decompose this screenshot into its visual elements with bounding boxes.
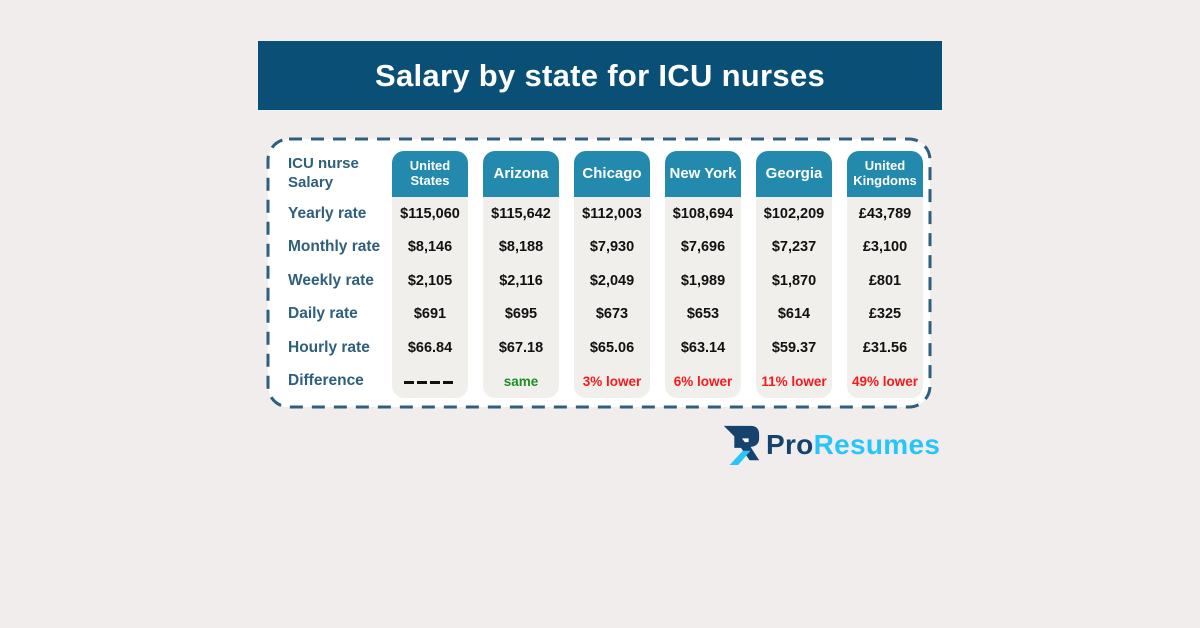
weekly-rate-value: $2,049 xyxy=(589,272,635,289)
monthly-rate-value: $7,930 xyxy=(589,239,635,256)
difference-value: 49% lower xyxy=(851,373,919,389)
hourly-rate-value: $66.84 xyxy=(407,339,453,356)
daily-rate-value: $614 xyxy=(777,306,811,323)
proresumes-logo xyxy=(719,423,940,467)
hourly-rate-value: $63.14 xyxy=(680,339,726,356)
yearly-rate-value: $115,060 xyxy=(400,205,460,222)
difference-value: 3% lower xyxy=(582,373,642,389)
proresumes-logo-text xyxy=(766,431,940,459)
column-header-georgia: Georgia xyxy=(756,151,832,197)
row-label-weekly: Weekly rate xyxy=(288,271,374,289)
weekly-rate-value: $2,105 xyxy=(407,272,453,289)
hourly-rate-value: $67.18 xyxy=(498,339,544,356)
daily-rate-value: $695 xyxy=(504,306,538,323)
daily-rate-value: $673 xyxy=(595,306,629,323)
row-labels xyxy=(288,197,390,398)
monthly-rate-value: $7,696 xyxy=(680,239,726,256)
monthly-rate-value: $8,146 xyxy=(407,239,453,256)
table-corner-label: ICU nurse Salary xyxy=(288,155,359,191)
column-header-chicago: Chicago xyxy=(574,151,650,197)
monthly-rate-value: $7,237 xyxy=(771,239,817,256)
column-georgia xyxy=(756,151,832,398)
row-label-hourly: Hourly rate xyxy=(288,338,370,356)
monthly-rate-value: £3,100 xyxy=(862,239,908,256)
daily-rate-value: $653 xyxy=(686,306,720,323)
row-label-column xyxy=(288,151,390,398)
daily-rate-value: $691 xyxy=(413,306,447,323)
column-arizona xyxy=(483,151,559,398)
column-header-new-york: New York xyxy=(665,151,741,197)
column-header-united-states: United States xyxy=(392,151,468,197)
row-label-yearly: Yearly rate xyxy=(288,204,367,222)
difference-value: ▬▬▬▬ xyxy=(404,375,456,387)
logo-text-pro: Pro xyxy=(766,429,814,460)
page-title: Salary by state for ICU nurses xyxy=(374,57,826,93)
column-united-kingdoms xyxy=(847,151,923,398)
column-body xyxy=(392,197,468,398)
column-chicago xyxy=(574,151,650,398)
column-body xyxy=(847,197,923,398)
proresumes-logo-icon xyxy=(719,424,763,466)
yearly-rate-value: $112,003 xyxy=(582,205,642,222)
difference-value: same xyxy=(503,373,539,389)
column-new-york xyxy=(665,151,741,398)
column-body xyxy=(756,197,832,398)
difference-value: 11% lower xyxy=(761,373,827,389)
row-label-monthly: Monthly rate xyxy=(288,238,381,256)
weekly-rate-value: $1,870 xyxy=(771,272,817,289)
row-label-difference: Difference xyxy=(288,372,364,390)
hourly-rate-value: $65.06 xyxy=(589,339,635,356)
difference-value: 6% lower xyxy=(673,373,733,389)
salary-table-card xyxy=(268,139,930,407)
column-body xyxy=(483,197,559,398)
yearly-rate-value: $102,209 xyxy=(763,205,825,222)
yearly-rate-value: £43,789 xyxy=(858,205,912,222)
column-header-arizona: Arizona xyxy=(483,151,559,197)
daily-rate-value: £325 xyxy=(868,306,902,323)
salary-table xyxy=(268,139,930,407)
yearly-rate-value: $108,694 xyxy=(672,205,734,222)
column-body xyxy=(665,197,741,398)
monthly-rate-value: $8,188 xyxy=(498,239,544,256)
row-label-daily: Daily rate xyxy=(288,305,358,323)
title-banner xyxy=(258,41,942,110)
weekly-rate-value: $1,989 xyxy=(680,272,726,289)
column-header-united-kingdoms: United Kingdoms xyxy=(847,151,923,197)
column-body xyxy=(574,197,650,398)
hourly-rate-value: $59.37 xyxy=(771,339,817,356)
logo-text-resumes: Resumes xyxy=(813,429,941,460)
weekly-rate-value: $2,116 xyxy=(499,272,543,289)
hourly-rate-value: £31.56 xyxy=(862,339,908,356)
weekly-rate-value: £801 xyxy=(868,272,902,289)
yearly-rate-value: $115,642 xyxy=(491,205,551,222)
column-united-states xyxy=(392,151,468,398)
